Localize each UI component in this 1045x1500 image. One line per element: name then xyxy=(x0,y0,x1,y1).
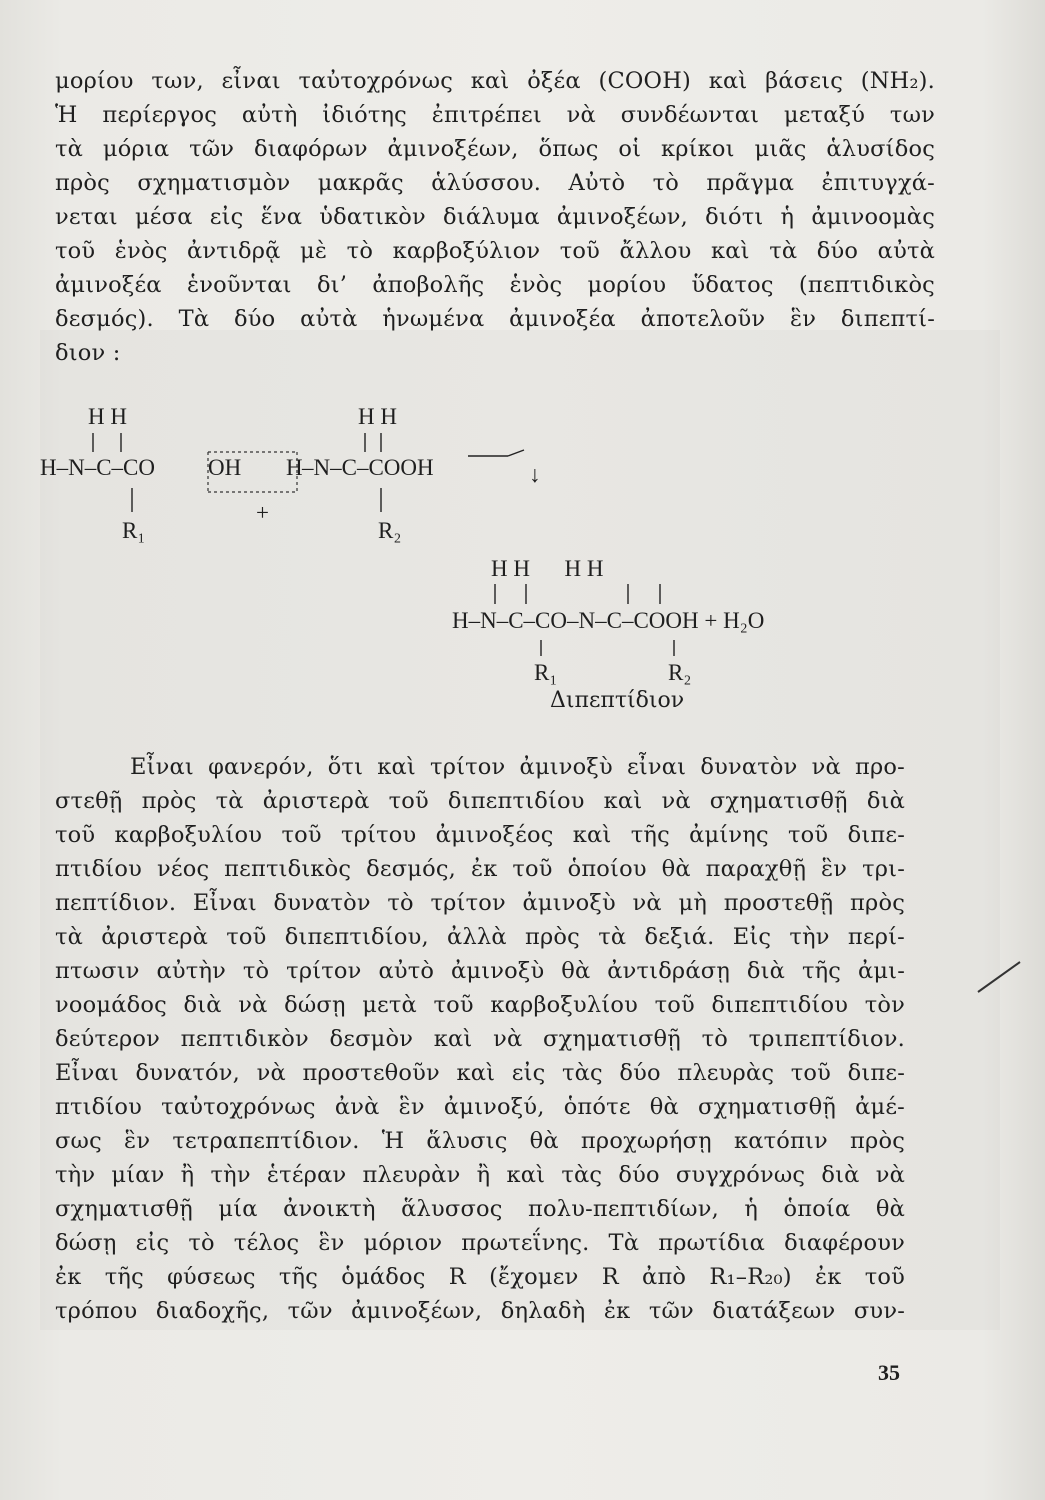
text-line: τρόπου διαδοχῆς, τῶν ἀμινοξέων, δηλαδὴ ἐκ τῶν διατάξεων συν- xyxy=(55,1298,905,1324)
text-line: στεθῇ πρὸς τὰ ἀριστερὰ τοῦ διπεπτιδίου καὶ νὰ σχηματισθῇ διὰ xyxy=(55,788,905,814)
plus-sign: + xyxy=(256,500,269,525)
text-line: Εἶναι φανερόν, ὅτι καὶ τρίτον ἀμινοξὺ εἶναι δυνατὸν νὰ προ- xyxy=(130,754,905,780)
paragraph-explanation xyxy=(55,750,905,1328)
text-line: σως ἓν τετραπεπτίδιον. Ἡ ἅλυσις θὰ προχωρήσῃ κατόπιν πρὸς xyxy=(55,1128,905,1154)
product-r2: R₂ xyxy=(668,660,692,685)
text-line: δεύτερον πεπτιδικὸν δεσμὸν καὶ νὰ σχηματισθῇ τὸ τριπεπτίδιον. xyxy=(55,1026,905,1052)
text-line: πεπτίδιον. Εἶναι δυνατὸν τὸ τρίτον ἀμινοξὺ νὰ μὴ προστεθῇ πρὸς xyxy=(55,890,905,916)
text-line: τοῦ καρβοξυλίου τοῦ τρίτου ἀμινοξέος καὶ τῆς ἀμίνης τοῦ διπε- xyxy=(55,822,905,848)
dipeptide-formula: H–N–C–CO–N–C–COOH + H₂O xyxy=(452,608,765,633)
text-line: μορίου των, εἶναι ταὐτοχρόνως καὶ ὀξέα (COOH) καὶ βάσεις (NH₂). xyxy=(55,68,935,94)
text-line: τὰ μόρια τῶν διαφόρων ἀμινοξέων, ὅπως οἱ κρίκοι μιᾶς ἁλυσίδος xyxy=(55,136,935,162)
text-line: τὴν μίαν ἢ τὴν ἑτέραν πλευρὰν ἢ καὶ τὰς δύο συγχρόνως διὰ νὰ xyxy=(55,1162,905,1188)
text-line: Ἡ περίεργος αὐτὴ ἰδιότης ἐπιτρέπει νὰ συνδέωνται μεταξύ των xyxy=(55,102,935,128)
margin-pencil-mark xyxy=(968,958,1028,998)
left-amino-acid: H–N–C–CO xyxy=(40,455,156,480)
text-line: δεσμός). Τὰ δύο αὐτὰ ἡνωμένα ἀμινοξέα ἀποτελοῦν ἓν διπεπτί- xyxy=(55,306,935,332)
product-r1: R₁ xyxy=(534,660,558,685)
text-line: πρὸς σχηματισμὸν μακρᾶς ἁλύσσου. Αὐτὸ τὸ πρᾶγμα ἐπιτυγχά- xyxy=(55,170,935,196)
text-line: νεται μέσα εἰς ἕνα ὑδατικὸν διάλυμα ἀμινοξέων, διότι ἡ ἀμινοομὰς xyxy=(55,204,935,230)
hydrogen-atom: H xyxy=(286,455,303,480)
text-line: τὰ ἀριστερὰ τοῦ διπεπτιδίου, ἀλλὰ πρὸς τὰ δεξιά. Εἰς τὴν περί- xyxy=(55,924,905,950)
dipeptide-caption: Διπεπτίδιον xyxy=(550,688,685,713)
hydroxyl-group: OH xyxy=(208,455,242,480)
text-line: ἐκ τῆς φύσεως τῆς ὁμάδος R (ἔχομεν R ἀπὸ R₁–R₂₀) ἐκ τοῦ xyxy=(55,1264,905,1290)
product-hydrogens: H H H H xyxy=(491,556,604,581)
text-line: δώσῃ εἰς τὸ τέλος ἓν μόριον πρωτεΐνης. Τὰ πρωτίδια διαφέρουν xyxy=(55,1230,905,1256)
text-line: διον : xyxy=(55,340,121,366)
right-amino-acid: –N–C–COOH xyxy=(302,455,434,480)
text-line: σχηματισθῇ μία ἀνοικτὴ ἅλυσσος πολυ-πεπτιδίων, ἡ ὁποία θὰ xyxy=(55,1196,905,1222)
text-line: πτιδίου νέος πεπτιδικὸς δεσμός, ἐκ τοῦ ὁποίου θὰ παραχθῇ ἓν τρι- xyxy=(55,856,905,882)
text-line: τοῦ ἑνὸς ἀντιδρᾷ μὲ τὸ καρβοξύλιον τοῦ ἄλλου καὶ τὰ δύο αὐτὰ xyxy=(55,238,935,264)
reaction-arrow: ↓ xyxy=(529,462,541,487)
text-line: πτωσιν αὐτὴν τὸ τρίτον αὐτὸ ἀμινοξὺ θὰ ἀντιδράσῃ διὰ τῆς ἀμι- xyxy=(55,958,905,984)
text-line: νοομάδος διὰ νὰ δώσῃ μετὰ τοῦ καρβοξυλίου τοῦ διπεπτιδίου τὸν xyxy=(55,992,905,1018)
left-r-group: R₁ xyxy=(122,518,146,543)
text-line: ἀμινοξέα ἑνοῦνται δι’ ἀποβολῆς ἑνὸς μορίου ὕδατος (πεπτιδικὸς xyxy=(55,272,935,298)
text-line: Εἶναι δυνατόν, νὰ προστεθοῦν καὶ εἰς τὰς δύο πλευρὰς τοῦ διπε- xyxy=(55,1060,905,1086)
page-number: 35 xyxy=(878,1360,900,1385)
right-hydrogens: H H xyxy=(358,404,397,429)
text-line: πτιδίου ταὐτοχρόνως ἀνὰ ἓν ἀμινοξύ, ὁπότε θὰ σχηματισθῇ ἀμέ- xyxy=(55,1094,905,1120)
right-r-group: R₂ xyxy=(378,518,402,543)
left-hydrogens: H H xyxy=(88,404,127,429)
